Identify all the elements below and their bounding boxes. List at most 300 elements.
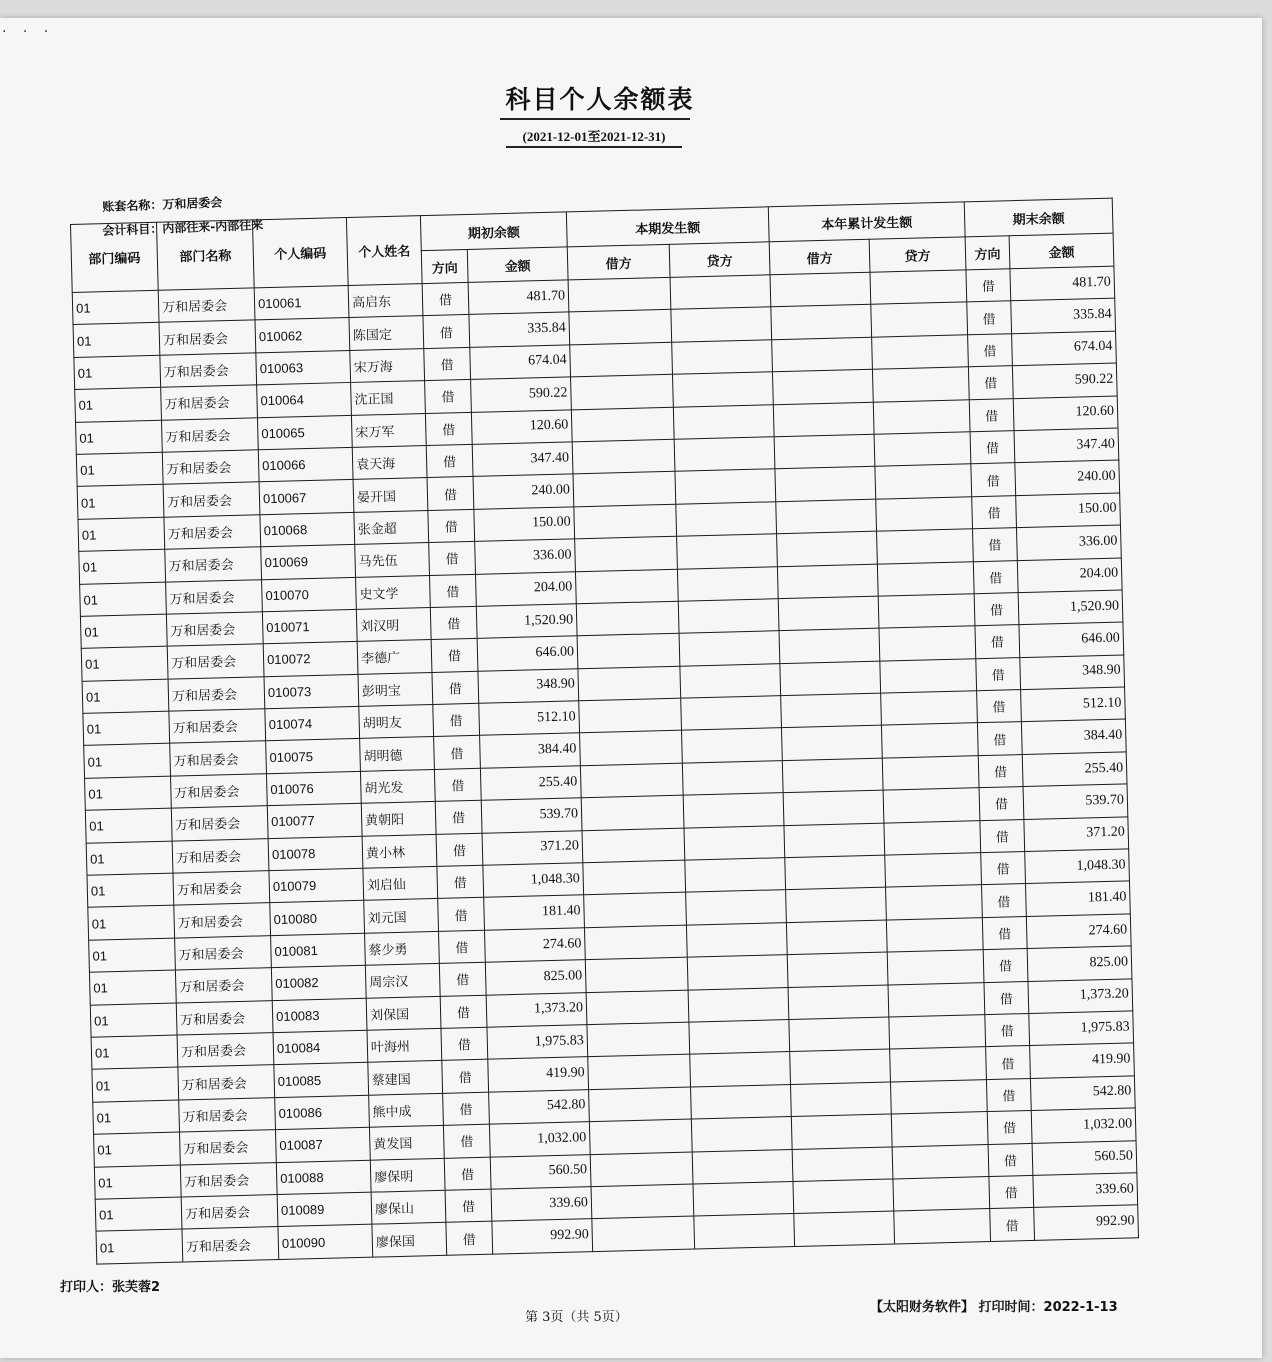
report-title: 科目个人余额表	[505, 85, 695, 114]
cell-ytd-credit	[881, 691, 978, 726]
cell-person-name: 蔡少勇	[365, 931, 440, 965]
header-ytd-debit: 借方	[769, 239, 870, 275]
cell-opening-direction: 借	[431, 639, 478, 673]
cell-period-debit	[578, 666, 681, 701]
cell-ytd-debit	[770, 272, 871, 307]
cell-ytd-debit	[782, 758, 883, 793]
cell-ytd-credit	[877, 529, 974, 564]
cell-ytd-credit	[878, 594, 975, 629]
cell-person-code: 010087	[275, 1127, 370, 1162]
cell-closing-direction: 借	[982, 916, 1027, 949]
cell-closing-amount: 481.70	[1010, 266, 1115, 301]
cell-period-debit	[589, 1087, 692, 1122]
cell-closing-amount: 240.00	[1015, 460, 1120, 495]
cell-period-debit	[580, 763, 683, 798]
cell-person-code: 010064	[257, 383, 352, 418]
cell-opening-amount: 646.00	[477, 636, 578, 671]
cell-ytd-credit	[883, 788, 980, 823]
cell-opening-amount: 590.22	[471, 377, 572, 412]
header-closing-amount: 金额	[1009, 233, 1114, 269]
cell-dept-name: 万和居委会	[166, 612, 263, 647]
cell-opening-amount: 1,032.00	[489, 1122, 590, 1157]
cell-ytd-debit	[773, 402, 874, 437]
cell-opening-amount: 255.40	[480, 766, 581, 801]
cell-person-code: 010067	[259, 480, 354, 515]
cell-closing-amount: 590.22	[1012, 363, 1117, 398]
cell-opening-direction: 借	[425, 412, 472, 446]
cell-person-name: 胡明友	[359, 705, 434, 739]
cell-dept-name: 万和居委会	[165, 547, 262, 582]
cell-dept-name: 万和居委会	[161, 385, 258, 420]
cell-opening-amount: 1,048.30	[483, 863, 584, 898]
header-person-name: 个人姓名	[346, 216, 422, 286]
cell-ytd-credit	[890, 1047, 987, 1082]
table-body	[72, 266, 1138, 1264]
cell-person-name: 胡光发	[360, 769, 435, 803]
cell-closing-amount: 120.60	[1013, 396, 1118, 431]
cell-closing-direction: 借	[986, 1078, 1031, 1111]
cell-person-name: 史文学	[356, 575, 431, 609]
cell-opening-direction: 借	[428, 509, 475, 543]
cell-person-code: 010079	[269, 868, 364, 903]
cell-opening-direction: 借	[430, 606, 477, 640]
cell-ytd-debit	[783, 790, 884, 825]
cell-opening-amount: 150.00	[474, 507, 575, 542]
cell-opening-amount: 419.90	[488, 1057, 589, 1092]
cell-period-credit	[676, 501, 777, 536]
cell-ytd-debit	[775, 467, 876, 502]
cell-closing-direction: 借	[977, 722, 1022, 755]
cell-dept-name: 万和居委会	[166, 579, 263, 614]
cell-closing-amount: 384.40	[1021, 719, 1126, 754]
cell-ytd-credit	[893, 1176, 990, 1211]
cell-ytd-credit	[888, 982, 985, 1017]
cell-opening-amount: 825.00	[485, 960, 586, 995]
cell-person-code: 010090	[278, 1225, 373, 1260]
cell-dept-code: 01	[85, 776, 172, 811]
cell-period-debit	[575, 536, 678, 571]
cell-ytd-credit	[870, 270, 967, 305]
cell-closing-amount: 1,373.20	[1028, 978, 1133, 1013]
cell-period-debit	[584, 893, 687, 928]
cell-dept-name: 万和居委会	[168, 676, 265, 711]
cell-dept-code: 01	[81, 646, 168, 681]
cell-dept-code: 01	[85, 808, 172, 843]
cell-person-code: 010086	[275, 1095, 370, 1130]
cell-closing-amount: 347.40	[1014, 428, 1119, 463]
cell-dept-code: 01	[80, 582, 167, 617]
cell-person-name: 马先伍	[355, 543, 430, 577]
cell-person-name: 张金超	[354, 510, 429, 544]
cell-opening-amount: 539.70	[481, 798, 582, 833]
cell-ytd-credit	[875, 464, 972, 499]
cell-ytd-debit	[784, 823, 885, 858]
cell-period-debit	[579, 698, 682, 733]
cell-ytd-debit	[787, 952, 888, 987]
cell-person-name: 胡明德	[360, 737, 435, 771]
cell-person-name: 晏开国	[353, 478, 428, 512]
cell-opening-amount: 204.00	[475, 571, 576, 606]
cell-period-credit	[686, 922, 787, 957]
cell-ytd-credit	[885, 853, 982, 888]
cell-ytd-debit	[780, 661, 881, 696]
balance-table-wrapper	[70, 198, 1139, 1265]
cell-closing-direction: 借	[985, 1013, 1030, 1046]
cell-ytd-debit	[794, 1211, 895, 1246]
header-opening-balance: 期初余额	[420, 212, 567, 251]
cell-period-debit	[575, 569, 678, 604]
cell-period-credit	[684, 825, 785, 860]
cell-closing-direction: 借	[966, 269, 1011, 302]
cell-opening-amount: 347.40	[472, 442, 573, 477]
cell-period-debit	[571, 374, 674, 409]
cell-opening-amount: 240.00	[473, 474, 574, 509]
cell-dept-code: 01	[87, 873, 174, 908]
cell-closing-direction: 借	[979, 787, 1024, 820]
cell-opening-amount: 181.40	[484, 895, 585, 930]
cell-dept-name: 万和居委会	[160, 353, 257, 388]
cell-closing-amount: 542.80	[1030, 1076, 1135, 1111]
cell-dept-name: 万和居委会	[172, 838, 269, 873]
cell-closing-direction: 借	[968, 366, 1013, 399]
cell-dept-code: 01	[77, 485, 164, 520]
cell-person-code: 010076	[266, 771, 361, 806]
cell-ytd-debit	[792, 1147, 893, 1182]
cell-person-name: 宋万海	[350, 348, 425, 382]
cell-closing-direction: 借	[972, 495, 1017, 528]
cell-period-credit	[670, 275, 771, 310]
cell-ytd-credit	[876, 497, 973, 532]
cell-dept-name: 万和居委会	[167, 644, 264, 679]
cell-person-code: 010065	[257, 415, 352, 450]
cell-dept-name: 万和居委会	[181, 1195, 278, 1230]
cell-person-code: 010077	[267, 804, 362, 839]
cell-opening-amount: 1,975.83	[487, 1025, 588, 1060]
cell-closing-direction: 借	[982, 884, 1027, 917]
cell-dept-code: 01	[79, 549, 166, 584]
cell-period-debit	[585, 957, 688, 992]
cell-period-debit	[571, 407, 674, 442]
cell-opening-direction: 借	[433, 703, 480, 737]
cell-opening-direction: 借	[429, 541, 476, 575]
cell-period-debit	[581, 795, 684, 830]
cell-opening-amount: 542.80	[489, 1089, 590, 1124]
cell-ytd-debit	[777, 531, 878, 566]
cell-person-code: 010069	[261, 545, 356, 580]
cell-person-code: 010073	[264, 674, 359, 709]
cell-period-credit	[673, 372, 774, 407]
cell-person-name: 袁天海	[352, 446, 427, 480]
cell-closing-amount: 181.40	[1026, 881, 1131, 916]
header-period-credit: 贷方	[669, 242, 770, 278]
cell-person-name: 蔡建国	[368, 1061, 443, 1095]
cell-person-name: 廖保明	[370, 1158, 445, 1192]
cell-closing-direction: 借	[976, 657, 1021, 690]
cell-person-name: 陈国定	[349, 316, 424, 350]
cell-ytd-credit	[873, 399, 970, 434]
cell-closing-direction: 借	[987, 1111, 1032, 1144]
cell-ytd-credit	[886, 917, 983, 952]
cell-ytd-credit	[872, 367, 969, 402]
cell-opening-direction: 借	[439, 962, 486, 996]
header-closing-balance: 期末余额	[964, 198, 1113, 237]
page-number: 第 3页（共 5页）	[525, 1310, 628, 1325]
cell-closing-direction: 借	[989, 1175, 1034, 1208]
cell-opening-direction: 借	[437, 865, 484, 899]
cell-opening-direction: 借	[429, 574, 476, 608]
cell-person-name: 黄小林	[362, 834, 437, 868]
cell-ytd-credit	[886, 885, 983, 920]
cell-dept-name: 万和居委会	[180, 1162, 277, 1197]
cell-dept-name: 万和居委会	[175, 935, 272, 970]
cell-ytd-debit	[786, 920, 887, 955]
cell-person-code: 010080	[270, 901, 365, 936]
cell-dept-code: 01	[90, 1003, 177, 1038]
cell-dept-name: 万和居委会	[180, 1130, 277, 1165]
cell-period-credit	[694, 1214, 795, 1249]
cell-opening-amount: 371.20	[482, 830, 583, 865]
cell-dept-code: 01	[76, 420, 163, 455]
cell-ytd-credit	[880, 658, 977, 693]
cell-closing-amount: 1,032.00	[1031, 1108, 1136, 1143]
cell-period-debit	[568, 277, 671, 312]
cell-ytd-credit	[892, 1144, 989, 1179]
cell-dept-name: 万和居委会	[179, 1097, 276, 1132]
cell-ytd-credit	[881, 723, 978, 758]
cell-closing-direction: 借	[968, 333, 1013, 366]
cell-period-debit	[588, 1054, 691, 1089]
cell-opening-direction: 借	[434, 768, 481, 802]
cell-closing-amount: 336.00	[1016, 525, 1121, 560]
cell-opening-direction: 借	[436, 833, 483, 867]
cell-period-credit	[677, 534, 778, 569]
cell-person-code: 010088	[276, 1160, 371, 1195]
cell-ytd-debit	[776, 499, 877, 534]
cell-closing-amount: 150.00	[1016, 493, 1121, 528]
cell-ytd-debit	[771, 305, 872, 340]
cell-person-code: 010072	[263, 642, 358, 677]
printer-name: 打印人：张芙蓉2	[60, 1280, 161, 1295]
cell-opening-amount: 992.90	[492, 1219, 593, 1254]
cell-dept-name: 万和居委会	[182, 1227, 279, 1262]
cell-closing-direction: 借	[983, 949, 1028, 982]
cell-person-code: 010068	[260, 512, 355, 547]
cell-period-credit	[681, 696, 782, 731]
cell-ytd-debit	[781, 693, 882, 728]
cell-person-code: 010063	[256, 350, 351, 385]
cell-closing-amount: 204.00	[1017, 558, 1122, 593]
cell-period-credit	[679, 631, 780, 666]
cell-opening-direction: 借	[434, 736, 481, 770]
cell-person-name: 李德广	[357, 640, 432, 674]
cell-person-code: 010089	[277, 1192, 372, 1227]
report-period: (2021-12-01至2021-12-31)	[522, 129, 666, 144]
cell-dept-name: 万和居委会	[171, 774, 268, 809]
cell-dept-name: 万和居委会	[173, 871, 270, 906]
cell-dept-code: 01	[92, 1067, 179, 1102]
cell-person-code: 010081	[271, 933, 366, 968]
cell-period-debit	[582, 828, 685, 863]
cell-opening-direction: 借	[439, 930, 486, 964]
header-person-code: 个人编码	[252, 218, 348, 288]
cell-person-code: 010078	[268, 836, 363, 871]
cell-dept-code: 01	[80, 614, 167, 649]
cell-dept-code: 01	[75, 387, 162, 422]
cell-person-name: 黄朝阳	[361, 802, 436, 836]
cell-person-name: 宋万军	[351, 413, 426, 447]
cell-opening-direction: 借	[446, 1221, 493, 1255]
cell-person-code: 010075	[266, 739, 361, 774]
cell-opening-direction: 借	[432, 671, 479, 705]
cell-closing-direction: 借	[986, 1046, 1031, 1079]
cell-opening-direction: 借	[443, 1124, 490, 1158]
cell-person-name: 刘元国	[364, 899, 439, 933]
cell-ytd-debit	[790, 1049, 891, 1084]
cell-dept-code: 01	[89, 970, 176, 1005]
cell-dept-code: 01	[94, 1132, 181, 1167]
cell-ytd-debit	[789, 1017, 890, 1052]
cell-opening-direction: 借	[425, 380, 472, 414]
cell-dept-code: 01	[72, 290, 159, 325]
cell-person-code: 010082	[271, 965, 366, 1000]
cell-person-code: 010085	[274, 1063, 369, 1098]
cell-opening-direction: 借	[442, 1060, 489, 1094]
cell-person-name: 熊中成	[369, 1093, 444, 1127]
cell-period-credit	[685, 858, 786, 893]
cell-dept-name: 万和居委会	[161, 417, 258, 452]
account-subject: 会计科目：内部往来-内部往来	[102, 217, 264, 238]
cell-person-name: 黄发国	[369, 1125, 444, 1159]
cell-ytd-credit	[879, 626, 976, 661]
cell-dept-code: 01	[91, 1035, 178, 1070]
cell-person-name: 廖保国	[372, 1223, 447, 1257]
cell-closing-amount: 1,048.30	[1025, 849, 1130, 884]
cell-dept-code: 01	[76, 452, 163, 487]
cell-ytd-credit	[884, 820, 981, 855]
cell-period-credit	[672, 340, 773, 375]
cell-opening-direction: 借	[445, 1189, 492, 1223]
cell-period-debit	[580, 731, 683, 766]
cell-closing-amount: 335.84	[1011, 298, 1116, 333]
cell-closing-direction: 借	[975, 625, 1020, 658]
cell-closing-amount: 992.90	[1034, 1205, 1139, 1240]
cell-dept-code: 01	[86, 841, 173, 876]
cell-period-credit	[688, 987, 789, 1022]
cell-ytd-debit	[772, 369, 873, 404]
cell-period-credit	[689, 1020, 790, 1055]
cell-opening-amount: 481.70	[468, 280, 569, 315]
cell-ytd-credit	[882, 756, 979, 791]
cell-period-credit	[677, 566, 778, 601]
cell-person-code: 010071	[262, 609, 357, 644]
cell-opening-amount: 560.50	[490, 1154, 591, 1189]
cell-opening-amount: 674.04	[470, 345, 571, 380]
cell-opening-direction: 借	[424, 347, 471, 381]
cell-period-credit	[682, 761, 783, 796]
cell-ytd-credit	[874, 432, 971, 467]
cell-closing-amount: 825.00	[1027, 946, 1132, 981]
cell-closing-direction: 借	[978, 754, 1023, 787]
cell-person-code: 010083	[272, 998, 367, 1033]
cell-closing-amount: 674.04	[1012, 331, 1117, 366]
cell-dept-name: 万和居委会	[178, 1065, 275, 1100]
cell-dept-name: 万和居委会	[163, 482, 260, 517]
cell-dept-code: 01	[95, 1197, 182, 1232]
cell-dept-code: 01	[73, 323, 160, 358]
cell-dept-name: 万和居委会	[174, 903, 271, 938]
cell-period-credit	[691, 1117, 792, 1152]
cell-period-debit	[570, 342, 673, 377]
cell-ytd-debit	[779, 628, 880, 663]
cell-closing-direction: 借	[970, 431, 1015, 464]
cell-person-code: 010061	[254, 285, 349, 320]
cell-closing-direction: 借	[967, 301, 1012, 334]
cell-dept-code: 01	[94, 1165, 181, 1200]
cell-opening-direction: 借	[422, 282, 469, 316]
cell-closing-amount: 419.90	[1030, 1043, 1135, 1078]
cell-closing-amount: 512.10	[1021, 687, 1126, 722]
cell-ytd-debit	[774, 434, 875, 469]
cell-opening-direction: 借	[426, 444, 473, 478]
cell-period-credit	[686, 890, 787, 925]
cell-closing-direction: 借	[990, 1208, 1035, 1241]
software-print-time: 【太阳财务软件】 打印时间：2022-1-13	[870, 1300, 1118, 1315]
cell-ytd-debit	[778, 596, 879, 631]
cell-person-name: 刘保国	[366, 996, 441, 1030]
cell-closing-amount: 274.60	[1026, 914, 1131, 949]
cell-dept-code: 01	[93, 1100, 180, 1135]
cell-ytd-debit	[772, 337, 873, 372]
cell-opening-amount: 274.60	[484, 928, 585, 963]
cell-period-debit	[591, 1184, 694, 1219]
cell-closing-amount: 560.50	[1032, 1140, 1137, 1175]
cell-ytd-credit	[891, 1112, 988, 1147]
header-ytd-amount: 本年累计发生额	[768, 202, 965, 242]
cell-person-code: 010074	[265, 706, 360, 741]
cell-period-credit	[693, 1181, 794, 1216]
header-period-amount: 本期发生额	[566, 207, 769, 247]
cell-dept-name: 万和居委会	[169, 709, 266, 744]
cell-period-debit	[569, 310, 672, 345]
cell-opening-direction: 借	[441, 1027, 488, 1061]
cell-dept-code: 01	[89, 938, 176, 973]
cell-ytd-debit	[777, 564, 878, 599]
cell-dept-name: 万和居委会	[159, 320, 256, 355]
cell-dept-name: 万和居委会	[162, 450, 259, 485]
balance-table	[70, 198, 1139, 1265]
cell-period-credit	[680, 663, 781, 698]
cell-person-code: 010062	[255, 318, 350, 353]
header-dept-code: 部门编码	[71, 222, 159, 292]
cell-closing-direction: 借	[988, 1143, 1033, 1176]
cell-period-debit	[587, 1022, 690, 1057]
cell-closing-direction: 借	[984, 981, 1029, 1014]
cell-person-code: 010084	[273, 1030, 368, 1065]
cell-period-credit	[692, 1149, 793, 1184]
cell-ytd-credit	[894, 1209, 991, 1244]
cell-dept-code: 01	[88, 906, 175, 941]
cell-person-code: 010070	[262, 577, 357, 612]
cell-opening-amount: 120.60	[471, 409, 572, 444]
cell-closing-direction: 借	[977, 690, 1022, 723]
cell-closing-amount: 371.20	[1024, 817, 1129, 852]
corner-marks: · · ·	[2, 24, 55, 40]
cell-period-credit	[690, 1052, 791, 1087]
cell-opening-direction: 借	[440, 995, 487, 1029]
cell-opening-direction: 借	[444, 1157, 491, 1191]
cell-ytd-debit	[785, 855, 886, 890]
cell-period-debit	[576, 601, 679, 636]
